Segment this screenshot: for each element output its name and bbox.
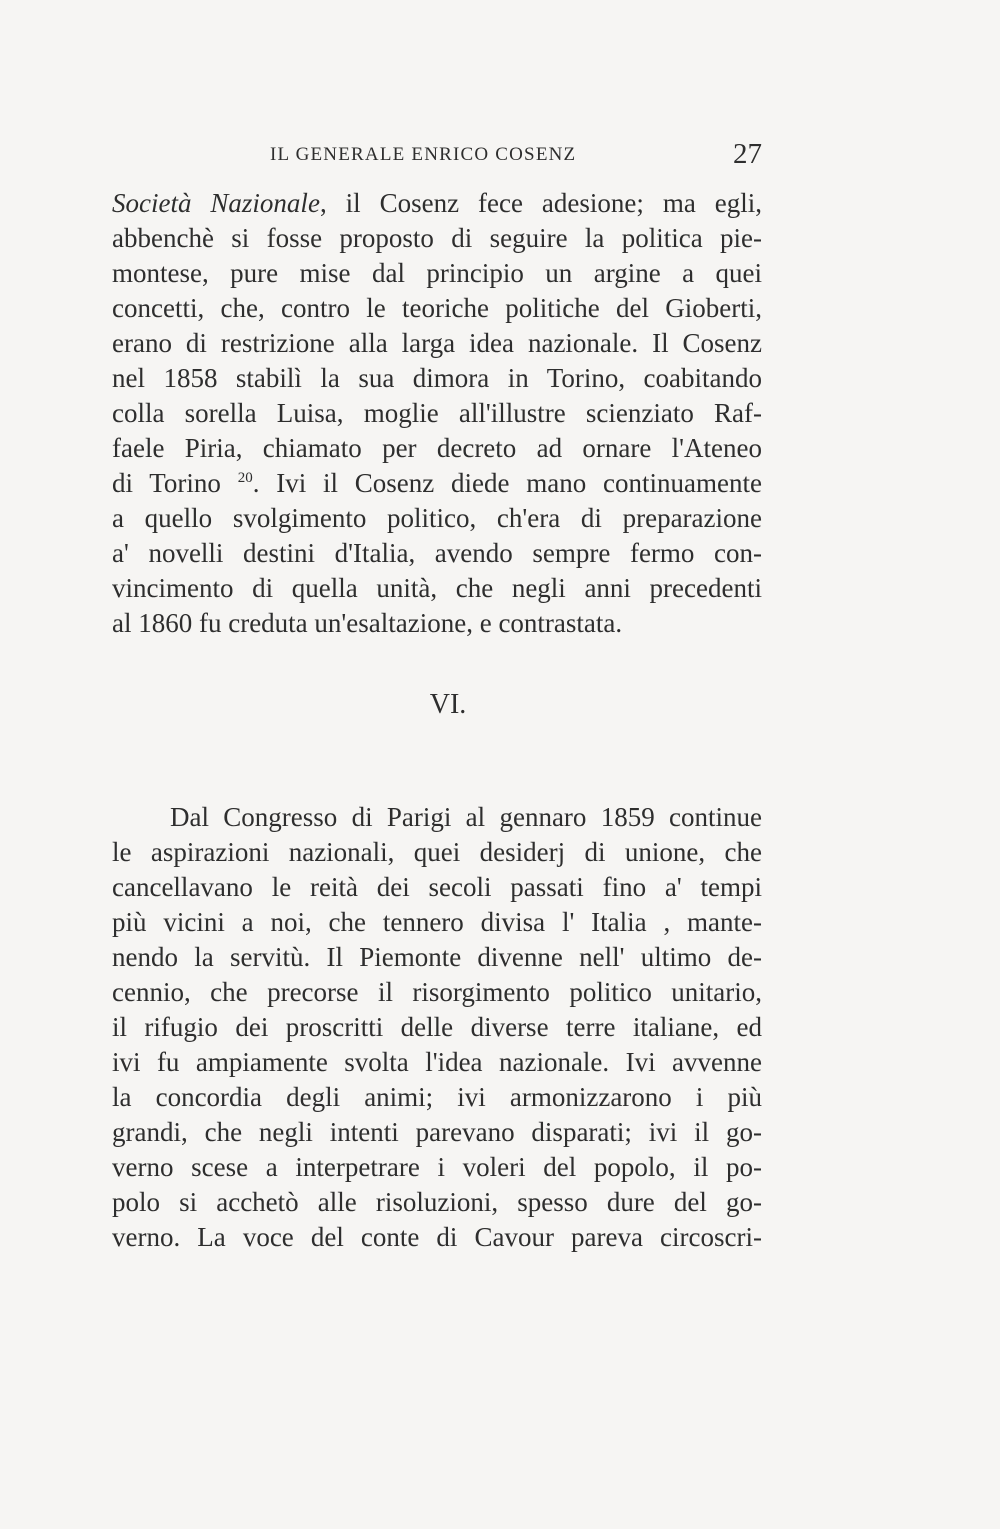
- running-title: IL GENERALE ENRICO COSENZ: [270, 144, 577, 165]
- text-span: . Ivi il Cosenz diede mano continuamente: [252, 468, 762, 498]
- text-line: [112, 466, 762, 500]
- text-line: a quello svolgimento politico, ch'era di preparazione: [112, 503, 762, 533]
- text-line: abbenchè si fosse proposto di seguire la politica pie-: [112, 223, 762, 253]
- text-line: verno scese a interpetrare i voleri del popolo, il po-: [112, 1152, 762, 1182]
- footnote-reference: 20: [237, 470, 253, 486]
- text-line: Dal Congresso di Parigi al gennaro 1859 continue: [170, 802, 762, 832]
- text-line: faele Piria, chiamato per decreto ad ornare l'Ateneo: [112, 433, 762, 463]
- text-line: [112, 186, 762, 220]
- text-line: grandi, che negli intenti parevano disparati; ivi il go-: [112, 1117, 762, 1147]
- text-line: colla sorella Luisa, moglie all'illustre scienziato Raf-: [112, 398, 762, 428]
- section-heading: [112, 688, 762, 722]
- text-line: cancellavano le reità dei secoli passati fino a' tempi: [112, 872, 762, 902]
- text-line: concetti, che, contro le teoriche politiche del Gioberti,: [112, 293, 762, 323]
- text-span: di Torino: [112, 468, 238, 498]
- text-line: erano di restrizione alla larga idea nazionale. Il Cosenz: [112, 328, 762, 358]
- text-line: verno. La voce del conte di Cavour pareva circoscri-: [112, 1222, 762, 1252]
- text-line: al 1860 fu creduta un'esaltazione, e contrastata.: [112, 608, 623, 638]
- text-line: il rifugio dei proscritti delle diverse terre italiane, ed: [112, 1012, 762, 1042]
- running-head: [112, 138, 762, 174]
- text-line: la concordia degli animi; ivi armonizzarono i più: [112, 1082, 762, 1112]
- page-number: 27: [733, 138, 762, 170]
- text-line: nel 1858 stabilì la sua dimora in Torino, coabitando: [112, 363, 762, 393]
- text-line: nendo la servitù. Il Piemonte divenne nell' ultimo de-: [112, 942, 762, 972]
- text-line: vincimento di quella unità, che negli anni precedenti: [112, 573, 762, 603]
- italic-title: Società Nazionale: [112, 188, 320, 218]
- text-line: più vicini a noi, che tennero divisa l' Italia , mante-: [112, 907, 762, 937]
- text-line: montese, pure mise dal principio un argine a quei: [112, 258, 762, 288]
- section-number: VI.: [429, 689, 467, 720]
- text-line: ivi fu ampiamente svolta l'idea nazionale. Ivi avvenne: [112, 1047, 762, 1077]
- text-line: polo si acchetò alle risoluzioni, spesso dure del go-: [112, 1187, 762, 1217]
- text-line: a' novelli destini d'Italia, avendo sempre fermo con-: [112, 538, 762, 568]
- text-line: le aspirazioni nazionali, quei desiderj di unione, che: [112, 837, 762, 867]
- text-span: , il Cosenz fece adesione; ma egli,: [319, 188, 762, 218]
- text-line: cennio, che precorse il risorgimento politico unitario,: [112, 977, 762, 1007]
